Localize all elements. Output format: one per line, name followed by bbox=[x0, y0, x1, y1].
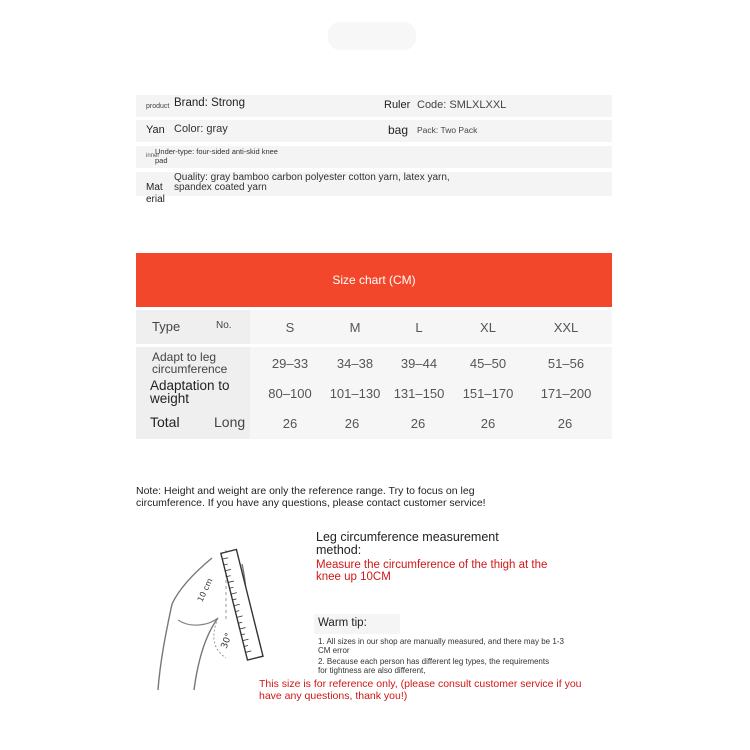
table-cell: 26 bbox=[344, 416, 360, 431]
under-type-line1: Under-type: four-sided anti-skid knee bbox=[155, 147, 278, 156]
row-label-line2: weight bbox=[150, 391, 190, 406]
tape-length-label: 10 cm bbox=[195, 576, 215, 604]
row-label-line1: Adapt to leg bbox=[152, 350, 217, 364]
ruler-label: Ruler bbox=[384, 99, 411, 111]
knee-angle-label: 30° bbox=[219, 631, 235, 651]
measure-instruction-line2: knee up 10CM bbox=[316, 571, 391, 583]
under-type-line2: pad bbox=[155, 156, 168, 165]
size-table-header-row bbox=[136, 310, 612, 344]
note-line1: Note: Height and weight are only the reference range. Try to focus on leg bbox=[136, 485, 475, 497]
product-label: product bbox=[146, 103, 170, 110]
tip2-line1: 2. Because each person has different leg types, the requirements bbox=[318, 657, 550, 666]
table-row bbox=[136, 379, 612, 409]
knee-measurement-illustration bbox=[150, 542, 290, 694]
table-cell: 45–50 bbox=[469, 356, 507, 371]
info-row-under-type bbox=[136, 146, 612, 168]
brand-value: Brand: Strong bbox=[174, 97, 245, 109]
table-cell: 26 bbox=[410, 416, 426, 431]
size-xxl-header: XXL bbox=[553, 320, 579, 335]
measure-title-line2: method: bbox=[316, 543, 362, 557]
table-cell: 34–38 bbox=[336, 356, 374, 371]
table-cell: 39–44 bbox=[400, 356, 438, 371]
table-cell: 171–200 bbox=[540, 386, 592, 401]
row-label-line2: circumference bbox=[152, 362, 228, 376]
table-cell: 26 bbox=[282, 416, 298, 431]
note-line2: circumference. If you have any questions, please contact customer service! bbox=[136, 497, 486, 509]
color-value: Color: gray bbox=[174, 123, 228, 135]
size-s-header: S bbox=[285, 320, 295, 335]
table-cell: 51–56 bbox=[547, 356, 585, 371]
quality-line1: Quality: gray bamboo carbon polyester cotton yarn, latex yarn, bbox=[174, 172, 450, 183]
inner-label: inner bbox=[146, 153, 160, 159]
table-cell: 26 bbox=[480, 416, 496, 431]
measure-title-line1: Leg circumference measurement bbox=[316, 530, 499, 544]
quality-line2: spandex coated yarn bbox=[174, 182, 267, 193]
warm-tip-title: Warm tip: bbox=[318, 617, 367, 629]
tip2-line2: for tightness are also different, bbox=[318, 666, 426, 675]
bag-label: bag bbox=[388, 123, 409, 137]
material-label-2: erial bbox=[146, 194, 165, 205]
row-label-line2: Long bbox=[214, 414, 246, 430]
type-header: Type bbox=[152, 319, 181, 334]
size-chart-header bbox=[136, 253, 612, 307]
pack-value: Pack: Two Pack bbox=[417, 125, 478, 135]
table-row bbox=[136, 347, 612, 379]
tip1-line2: CM error bbox=[318, 646, 350, 655]
disclaimer-line2: have any questions, thank you!) bbox=[259, 690, 408, 702]
table-cell: 151–170 bbox=[462, 386, 514, 401]
material-label-1: Mat bbox=[146, 182, 163, 193]
table-cell: 131–150 bbox=[393, 386, 445, 401]
table-row bbox=[136, 409, 612, 439]
top-decoration bbox=[328, 22, 416, 50]
yan-label: Yan bbox=[146, 124, 165, 136]
size-xl-header: XL bbox=[480, 320, 496, 335]
tip1-line1: 1. All sizes in our shop are manually measured, and there may be 1-3 bbox=[318, 637, 564, 646]
table-cell: 101–130 bbox=[329, 386, 381, 401]
info-row-material bbox=[136, 172, 612, 205]
code-value: Code: SMLXLXXL bbox=[417, 99, 507, 111]
size-chart-title: Size chart (CM) bbox=[332, 273, 416, 287]
table-cell: 80–100 bbox=[268, 386, 312, 401]
measure-instruction-line1: Measure the circumference of the thigh at the bbox=[316, 559, 548, 571]
size-m-header: M bbox=[349, 320, 361, 335]
disclaimer-line1: This size is for reference only, (please consult customer service if you bbox=[259, 678, 582, 690]
row-label-line1: Total bbox=[150, 414, 180, 430]
table-cell: 29–33 bbox=[271, 356, 309, 371]
row-label-line1: Adaptation to bbox=[150, 378, 230, 393]
info-row-brand bbox=[136, 95, 612, 117]
size-l-header: L bbox=[415, 320, 423, 335]
table-cell: 26 bbox=[557, 416, 573, 431]
info-row-color bbox=[136, 120, 612, 142]
no-header: No. bbox=[216, 320, 232, 331]
